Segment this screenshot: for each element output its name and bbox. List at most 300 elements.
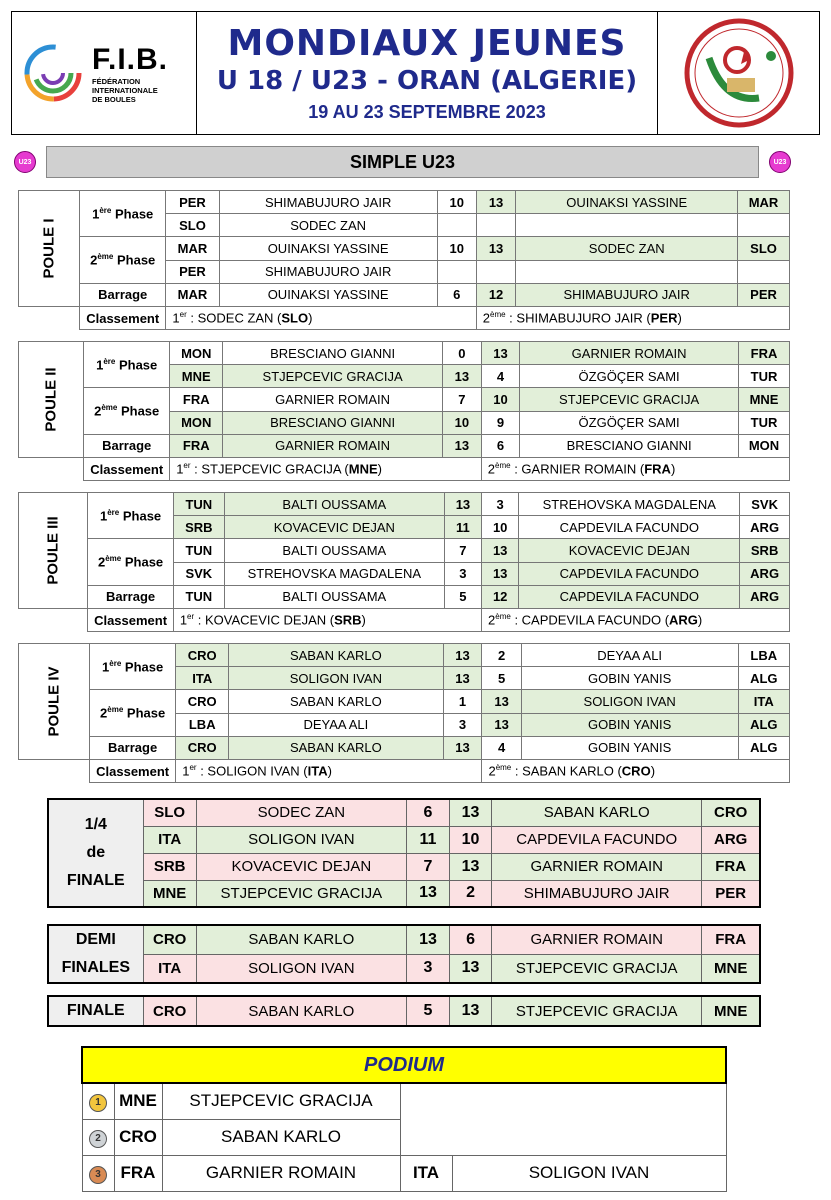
podium-bronze-row bbox=[82, 1155, 726, 1191]
player-right: GARNIER ROMAIN bbox=[492, 853, 702, 880]
country-left: ITA bbox=[143, 826, 196, 853]
classement-row bbox=[19, 306, 790, 329]
phase-1-label-rest: Phase bbox=[121, 659, 164, 675]
score-right: 13 bbox=[476, 191, 516, 214]
country-left: CRO bbox=[143, 925, 196, 954]
country-left: SVK bbox=[173, 562, 224, 585]
quarter-label bbox=[48, 799, 143, 907]
country-left: SRB bbox=[173, 516, 224, 539]
country-right: SRB bbox=[740, 539, 790, 562]
score-right: 2 bbox=[482, 644, 521, 667]
match-row bbox=[19, 237, 790, 260]
country-right: SLO bbox=[738, 237, 790, 260]
player-right: CAPDEVILA FACUNDO bbox=[492, 826, 702, 853]
player-left: SODEC ZAN bbox=[219, 214, 437, 237]
classement-label: Classement bbox=[88, 608, 173, 631]
player-left: BALTI OUSSAMA bbox=[224, 585, 444, 608]
phase-1-label bbox=[80, 191, 166, 237]
semi-label bbox=[48, 925, 143, 983]
podium-table bbox=[81, 1046, 727, 1192]
match-row bbox=[19, 434, 790, 457]
country-left: FRA bbox=[170, 388, 223, 411]
country-right: ARG bbox=[740, 516, 790, 539]
player-left: BRESCIANO GIANNI bbox=[223, 411, 443, 434]
classement-second: 2ème : GARNIER ROMAIN (FRA) bbox=[481, 457, 789, 480]
first-place-sup: er bbox=[187, 612, 195, 622]
classement-first: 1er : STJEPCEVIC GRACIJA (MNE) bbox=[170, 457, 482, 480]
first-place-name: : KOVACEVIC DEJAN ( bbox=[194, 612, 335, 628]
podium-bronze-country-1: FRA bbox=[114, 1155, 162, 1191]
score-right: 13 bbox=[482, 690, 521, 713]
quarter-label-line: FINALE bbox=[66, 872, 125, 889]
phase-2-label-rest: Phase bbox=[121, 554, 164, 570]
player-right: STJEPCEVIC GRACIJA bbox=[492, 996, 702, 1026]
score-right bbox=[476, 214, 516, 237]
phase-1-label-rest: Phase bbox=[119, 508, 162, 524]
score-right: 12 bbox=[476, 283, 516, 306]
phase-2-label bbox=[84, 388, 170, 434]
country-right: TUR bbox=[739, 365, 790, 388]
phase-2-label-rest: Phase bbox=[113, 252, 156, 268]
score-left: 10 bbox=[437, 191, 476, 214]
score-left: 11 bbox=[406, 826, 449, 853]
country-right: FRA bbox=[702, 853, 760, 880]
player-right bbox=[516, 214, 738, 237]
player-right: SHIMABUJURO JAIR bbox=[492, 880, 702, 907]
score-right: 3 bbox=[482, 493, 519, 516]
score-right: 13 bbox=[450, 954, 492, 983]
player-right bbox=[516, 260, 738, 283]
classement-row bbox=[19, 759, 790, 782]
player-right: STJEPCEVIC GRACIJA bbox=[520, 388, 739, 411]
country-left: CRO bbox=[176, 690, 229, 713]
country-left: CRO bbox=[176, 736, 229, 759]
score-right: 12 bbox=[482, 585, 519, 608]
semi-label-line: DEMI bbox=[75, 931, 116, 948]
classement-second: 2ème : SHIMABUJURO JAIR (PER) bbox=[476, 306, 789, 329]
podium-title: PODIUM bbox=[82, 1047, 726, 1083]
event-dates: 19 AU 23 SEPTEMBRE 2023 bbox=[308, 102, 546, 122]
fib-logo bbox=[12, 12, 197, 134]
country-left: PER bbox=[166, 191, 219, 214]
podium-silver-country: CRO bbox=[114, 1119, 162, 1155]
first-place-country: SLO bbox=[281, 310, 309, 326]
category-title: SIMPLE U23 bbox=[46, 146, 759, 178]
player-left: GARNIER ROMAIN bbox=[223, 388, 443, 411]
second-place-sup: ème bbox=[495, 763, 512, 773]
second-place-name: : SHIMABUJURO JAIR ( bbox=[505, 310, 651, 326]
score-right: 2 bbox=[450, 880, 492, 907]
country-left: LBA bbox=[176, 713, 229, 736]
player-right: GARNIER ROMAIN bbox=[520, 342, 739, 365]
score-left: 6 bbox=[406, 799, 449, 826]
country-right: MAR bbox=[738, 191, 790, 214]
player-right: SOLIGON IVAN bbox=[521, 690, 738, 713]
classement-first: 1er : KOVACEVIC DEJAN (SRB) bbox=[173, 608, 481, 631]
player-right: SHIMABUJURO JAIR bbox=[516, 283, 738, 306]
player-left: STJEPCEVIC GRACIJA bbox=[196, 880, 406, 907]
player-left: STJEPCEVIC GRACIJA bbox=[223, 365, 443, 388]
poule-label-text: POULE IV bbox=[45, 666, 63, 737]
country-left: ITA bbox=[176, 667, 229, 690]
phase-2-label-num: 2 bbox=[94, 403, 102, 419]
phase-2-label-sup: ème bbox=[107, 705, 124, 715]
phase-2-label-rest: Phase bbox=[123, 705, 166, 721]
phase-1-label bbox=[88, 493, 173, 539]
second-place-num: 2 bbox=[487, 461, 496, 477]
podium-bronze-country-2: ITA bbox=[400, 1155, 452, 1191]
classement-label: Classement bbox=[80, 306, 166, 329]
phase-2-label bbox=[80, 237, 166, 283]
score-right: 10 bbox=[450, 826, 492, 853]
first-place-num: 1 bbox=[179, 612, 188, 628]
classement-label: Classement bbox=[90, 759, 176, 782]
country-left: PER bbox=[166, 260, 219, 283]
score-left: 7 bbox=[406, 853, 449, 880]
final-match-row bbox=[48, 826, 760, 853]
score-left bbox=[437, 214, 476, 237]
score-right: 10 bbox=[482, 516, 519, 539]
score-left: 13 bbox=[443, 667, 482, 690]
poule-table bbox=[18, 492, 790, 632]
country-left: FRA bbox=[170, 434, 223, 457]
fib-logo-sub-2: INTERNATIONALE bbox=[92, 85, 158, 95]
score-left: 0 bbox=[442, 342, 481, 365]
score-right: 6 bbox=[450, 925, 492, 954]
player-left: BALTI OUSSAMA bbox=[224, 539, 444, 562]
country-right: ALG bbox=[738, 736, 789, 759]
country-right: LBA bbox=[738, 644, 789, 667]
phase-2-label-num: 2 bbox=[90, 252, 98, 268]
classement-first: 1er : SODEC ZAN (SLO) bbox=[166, 306, 476, 329]
barrage-label: Barrage bbox=[90, 736, 176, 759]
score-left: 7 bbox=[442, 388, 481, 411]
country-right: PER bbox=[702, 880, 760, 907]
phase-1-label-rest: Phase bbox=[111, 206, 154, 222]
event-logo bbox=[657, 12, 819, 134]
country-left: TUN bbox=[173, 493, 224, 516]
final-label bbox=[48, 996, 143, 1026]
second-place-name: : GARNIER ROMAIN ( bbox=[510, 461, 645, 477]
player-left: KOVACEVIC DEJAN bbox=[196, 853, 406, 880]
player-right: GOBIN YANIS bbox=[521, 736, 738, 759]
country-left: CRO bbox=[143, 996, 196, 1026]
phase-1-label-sup: ère bbox=[99, 206, 112, 216]
player-left: SOLIGON IVAN bbox=[196, 826, 406, 853]
barrage-label: Barrage bbox=[88, 585, 173, 608]
first-place-num: 1 bbox=[182, 763, 190, 779]
phase-2-label-num: 2 bbox=[100, 705, 108, 721]
second-place-country: ARG bbox=[669, 612, 698, 628]
player-left: OUINAKSI YASSINE bbox=[219, 237, 437, 260]
phase-1-label-rest: Phase bbox=[115, 357, 158, 373]
fib-ring-icon bbox=[22, 42, 84, 104]
country-right: TUR bbox=[739, 411, 790, 434]
country-right: ARG bbox=[740, 562, 790, 585]
country-right: MON bbox=[739, 434, 790, 457]
country-right: MNE bbox=[739, 388, 790, 411]
country-left: MON bbox=[170, 411, 223, 434]
player-right: KOVACEVIC DEJAN bbox=[519, 539, 740, 562]
match-row bbox=[19, 736, 790, 759]
poule-label-text: POULE II bbox=[42, 367, 60, 432]
classement-second: 2ème : SABAN KARLO (CRO) bbox=[482, 759, 790, 782]
player-right: CAPDEVILA FACUNDO bbox=[519, 585, 740, 608]
score-right: 13 bbox=[481, 342, 519, 365]
score-right: 13 bbox=[482, 539, 519, 562]
match-row bbox=[19, 585, 790, 608]
score-right: 9 bbox=[481, 411, 519, 434]
first-place-country: MNE bbox=[348, 461, 378, 477]
final-match-row bbox=[48, 954, 760, 983]
player-right: CAPDEVILA FACUNDO bbox=[519, 516, 740, 539]
podium-silver-name: SABAN KARLO bbox=[162, 1119, 400, 1155]
second-place-country: PER bbox=[650, 310, 678, 326]
poule-label-spacer bbox=[19, 457, 84, 480]
country-right: MNE bbox=[702, 996, 760, 1026]
final-match-row bbox=[48, 880, 760, 907]
phase-1-label-num: 1 bbox=[102, 659, 110, 675]
phase-1-label-sup: ère bbox=[107, 508, 120, 518]
poule-table bbox=[18, 643, 790, 783]
page-header bbox=[11, 11, 820, 135]
country-right: ALG bbox=[738, 667, 789, 690]
bronze-medal-icon: 3 bbox=[89, 1166, 107, 1184]
page-title: MONDIAUX JEUNES bbox=[227, 23, 627, 64]
score-left: 5 bbox=[444, 585, 481, 608]
score-right: 13 bbox=[450, 799, 492, 826]
player-left: KOVACEVIC DEJAN bbox=[224, 516, 444, 539]
player-right: STREHOVSKA MAGDALENA bbox=[519, 493, 740, 516]
poule-label-spacer bbox=[19, 759, 90, 782]
score-right: 13 bbox=[450, 853, 492, 880]
match-row bbox=[19, 493, 790, 516]
country-right: SVK bbox=[740, 493, 790, 516]
match-row bbox=[19, 388, 790, 411]
score-left: 10 bbox=[442, 411, 481, 434]
classement-row bbox=[19, 608, 790, 631]
score-right: 13 bbox=[482, 713, 521, 736]
first-place-sup: er bbox=[189, 763, 197, 773]
country-right bbox=[738, 260, 790, 283]
final-label-line: FINALE bbox=[66, 1002, 125, 1019]
mondial-oran-logo-icon bbox=[679, 18, 799, 128]
phase-1-label-sup: ère bbox=[109, 659, 122, 669]
final-match-row bbox=[48, 853, 760, 880]
match-row bbox=[19, 191, 790, 214]
second-place-sup: ème bbox=[490, 310, 506, 320]
podium-gold-country: MNE bbox=[114, 1083, 162, 1119]
country-right: PER bbox=[738, 283, 790, 306]
score-left: 1 bbox=[443, 690, 482, 713]
player-left: SHIMABUJURO JAIR bbox=[219, 260, 437, 283]
score-left: 5 bbox=[406, 996, 449, 1026]
podium-empty-cell bbox=[400, 1083, 726, 1155]
player-right: CAPDEVILA FACUNDO bbox=[519, 562, 740, 585]
first-place-num: 1 bbox=[176, 461, 184, 477]
score-left bbox=[437, 260, 476, 283]
country-right: MNE bbox=[702, 954, 760, 983]
country-left: TUN bbox=[173, 539, 224, 562]
poule-table bbox=[18, 341, 790, 481]
first-place-num: 1 bbox=[172, 310, 180, 326]
country-right: ALG bbox=[738, 713, 789, 736]
final-match-row bbox=[48, 996, 760, 1026]
score-left: 3 bbox=[444, 562, 481, 585]
poule-label-text: POULE I bbox=[40, 218, 58, 279]
player-left: DEYAA ALI bbox=[229, 713, 443, 736]
score-right: 5 bbox=[482, 667, 521, 690]
score-left: 13 bbox=[443, 736, 482, 759]
classement-label: Classement bbox=[84, 457, 170, 480]
second-place-sup: ème bbox=[495, 461, 511, 471]
first-place-country: ITA bbox=[307, 763, 328, 779]
match-row bbox=[19, 690, 790, 713]
score-right: 4 bbox=[481, 365, 519, 388]
fib-logo-sub-3: DE BOULES bbox=[92, 94, 136, 104]
u23-badge-right-icon: U23 bbox=[769, 151, 791, 173]
player-right: BRESCIANO GIANNI bbox=[520, 434, 739, 457]
phase-1-label-num: 1 bbox=[92, 206, 100, 222]
match-row bbox=[19, 539, 790, 562]
player-left: SOLIGON IVAN bbox=[196, 954, 406, 983]
score-left: 13 bbox=[442, 365, 481, 388]
second-place-country: CRO bbox=[621, 763, 651, 779]
final-match-row bbox=[48, 925, 760, 954]
phase-2-label-num: 2 bbox=[97, 554, 106, 570]
player-right: GARNIER ROMAIN bbox=[492, 925, 702, 954]
country-left: MON bbox=[170, 342, 223, 365]
first-place-sup: er bbox=[183, 461, 191, 471]
gold-medal-icon: 1 bbox=[89, 1094, 107, 1112]
player-left: SABAN KARLO bbox=[196, 996, 406, 1026]
player-right: ÖZGÖÇER SAMI bbox=[520, 411, 739, 434]
score-left: 7 bbox=[444, 539, 481, 562]
phase-2-label bbox=[88, 539, 173, 585]
country-left: TUN bbox=[173, 585, 224, 608]
score-left: 10 bbox=[437, 237, 476, 260]
score-left: 13 bbox=[406, 925, 449, 954]
poule-label-text: POULE III bbox=[44, 516, 62, 585]
player-left: SHIMABUJURO JAIR bbox=[219, 191, 437, 214]
classement-second: 2ème : CAPDEVILA FACUNDO (ARG) bbox=[482, 608, 790, 631]
phase-1-label bbox=[90, 644, 176, 690]
score-left: 13 bbox=[442, 434, 481, 457]
quarter-finals-table bbox=[47, 798, 761, 908]
poule-label bbox=[19, 644, 90, 760]
quarter-label-line: de bbox=[86, 844, 106, 861]
country-left: MAR bbox=[166, 283, 219, 306]
player-left: OUINAKSI YASSINE bbox=[219, 283, 437, 306]
phase-1-label-num: 1 bbox=[99, 508, 108, 524]
second-place-sup: ème bbox=[495, 612, 511, 622]
second-place-num: 2 bbox=[482, 310, 490, 326]
first-place-country: SRB bbox=[334, 612, 362, 628]
player-left: SABAN KARLO bbox=[229, 644, 443, 667]
match-row bbox=[19, 644, 790, 667]
phase-1-label-sup: ère bbox=[103, 357, 116, 367]
fib-logo-sub-1: FÉDÉRATION bbox=[92, 76, 141, 86]
score-right: 13 bbox=[476, 237, 516, 260]
player-left: STREHOVSKA MAGDALENA bbox=[224, 562, 444, 585]
second-place-country: FRA bbox=[644, 461, 671, 477]
phase-2-label-rest: Phase bbox=[117, 403, 160, 419]
country-left: SRB bbox=[143, 853, 196, 880]
second-place-num: 2 bbox=[488, 763, 496, 779]
player-left: SOLIGON IVAN bbox=[229, 667, 443, 690]
first-place-name: : SODEC ZAN ( bbox=[186, 310, 282, 326]
score-left: 11 bbox=[444, 516, 481, 539]
phase-2-label-sup: ème bbox=[101, 403, 118, 413]
barrage-label: Barrage bbox=[80, 283, 166, 306]
first-place-name: : STJEPCEVIC GRACIJA ( bbox=[190, 461, 349, 477]
country-left: MAR bbox=[166, 237, 219, 260]
score-left: 3 bbox=[406, 954, 449, 983]
country-right: CRO bbox=[702, 799, 760, 826]
player-right: OUINAKSI YASSINE bbox=[516, 191, 738, 214]
final-match-row bbox=[48, 799, 760, 826]
country-left: ITA bbox=[143, 954, 196, 983]
category-bar bbox=[14, 146, 791, 178]
player-left: SODEC ZAN bbox=[196, 799, 406, 826]
country-right: FRA bbox=[739, 342, 790, 365]
country-right bbox=[738, 214, 790, 237]
score-left: 13 bbox=[443, 644, 482, 667]
score-left: 13 bbox=[406, 880, 449, 907]
country-left: SLO bbox=[143, 799, 196, 826]
match-row bbox=[19, 283, 790, 306]
player-left: SABAN KARLO bbox=[229, 690, 443, 713]
country-right: ARG bbox=[740, 585, 790, 608]
player-left: BRESCIANO GIANNI bbox=[223, 342, 443, 365]
phase-2-label bbox=[90, 690, 176, 736]
player-right: STJEPCEVIC GRACIJA bbox=[492, 954, 702, 983]
u23-badge-left-icon: U23 bbox=[14, 151, 36, 173]
phase-2-label-sup: ème bbox=[105, 554, 122, 564]
first-place-name: : SOLIGON IVAN ( bbox=[196, 763, 308, 779]
quarter-label-line: 1/4 bbox=[84, 816, 107, 833]
country-left: MNE bbox=[170, 365, 223, 388]
barrage-label: Barrage bbox=[84, 434, 170, 457]
fib-logo-text: F.I.B. bbox=[92, 42, 169, 76]
player-right: DEYAA ALI bbox=[521, 644, 738, 667]
player-left: SABAN KARLO bbox=[196, 925, 406, 954]
poule-label bbox=[19, 493, 88, 609]
player-right: GOBIN YANIS bbox=[521, 667, 738, 690]
score-left: 6 bbox=[437, 283, 476, 306]
country-right: FRA bbox=[702, 925, 760, 954]
poule-table bbox=[18, 190, 790, 330]
score-left: 3 bbox=[443, 713, 482, 736]
player-left: BALTI OUSSAMA bbox=[224, 493, 444, 516]
player-right: SABAN KARLO bbox=[492, 799, 702, 826]
semi-label-line: FINALES bbox=[61, 959, 131, 976]
country-right: ARG bbox=[702, 826, 760, 853]
title-box bbox=[197, 12, 657, 134]
poule-label bbox=[19, 191, 80, 307]
poule-label-spacer bbox=[19, 608, 88, 631]
podium-bronze-name-1: GARNIER ROMAIN bbox=[162, 1155, 400, 1191]
phase-1-label bbox=[84, 342, 170, 388]
score-right: 13 bbox=[450, 996, 492, 1026]
podium-gold-row bbox=[82, 1083, 726, 1119]
country-left: CRO bbox=[176, 644, 229, 667]
score-right bbox=[476, 260, 516, 283]
classement-first: 1er : SOLIGON IVAN (ITA) bbox=[176, 759, 482, 782]
semi-finals-table bbox=[47, 924, 761, 984]
country-right: ITA bbox=[738, 690, 789, 713]
score-right: 4 bbox=[482, 736, 521, 759]
